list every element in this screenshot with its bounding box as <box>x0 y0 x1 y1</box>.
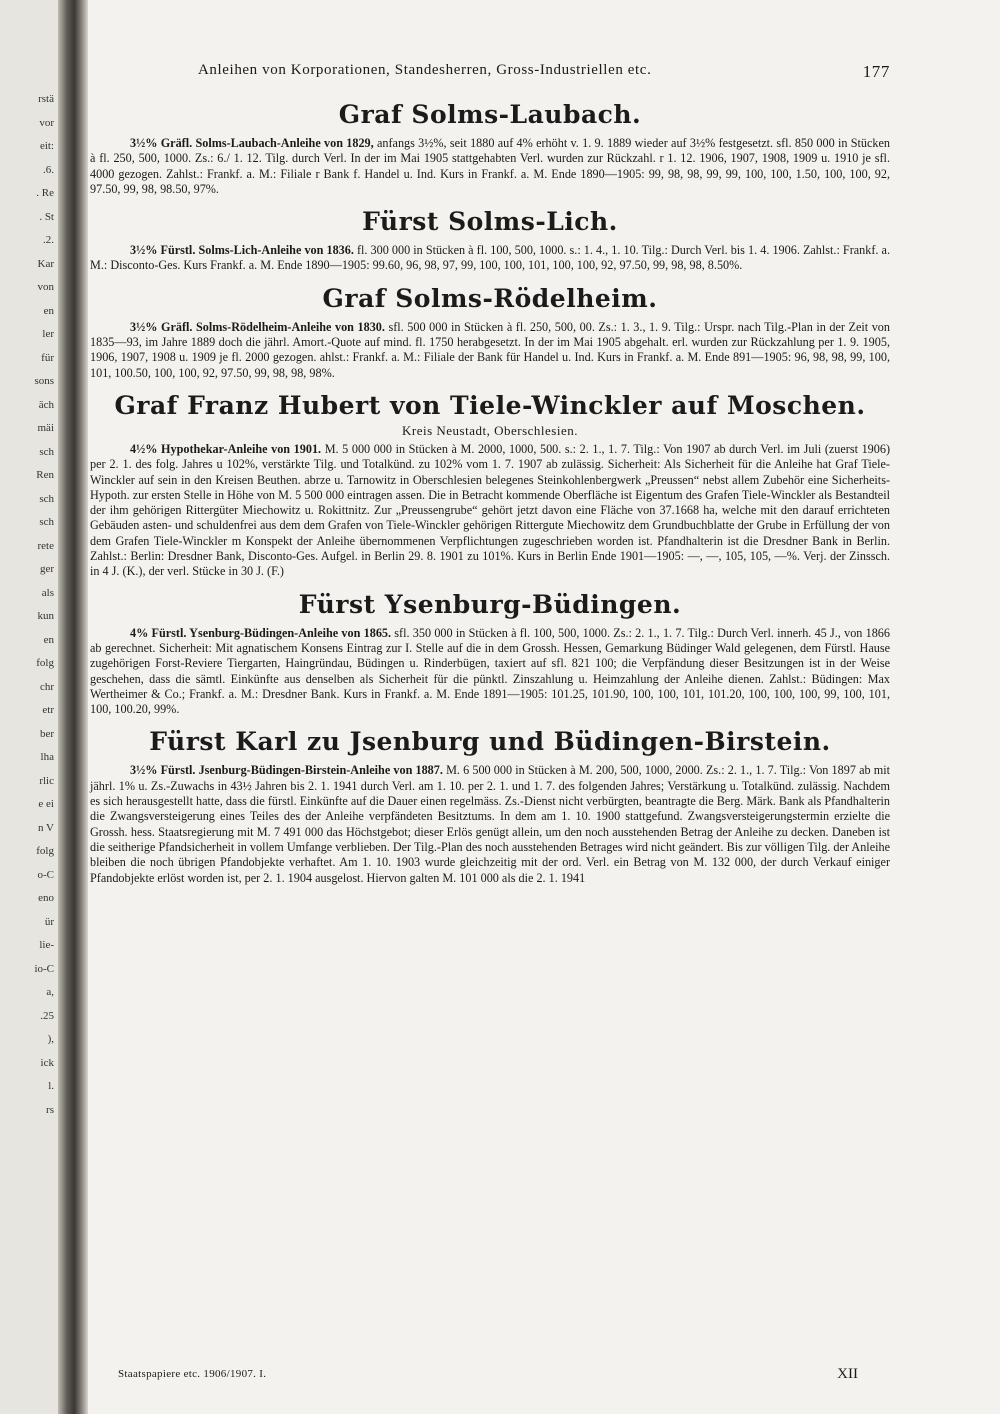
neighbouring-page-line: rete <box>37 539 54 552</box>
loan-description: sfl. 350 000 in Stücken à fl. 100, 500, 1000. Zs.: 2. 1., 1. 7. Tilg.: Durch Verl. innerh. 45 J., von 1866 ab gerechnet. Sicherheit: Mit agnatischem Konsens Eintrag zur I. Stelle auf die in dem Grossh. Hessen, Gemarkung Büdinger Wald gelegenen, dem Fürstl. Hause zugehörigen Forst-Reviere Tiergarten, Haingründau, Büdingen u. Rinderbügen, taxiert auf sfl. 821 100; die Verpfändung dieser Besitzungen ist in der Weise geschehen, dass die sämtl. Einkünfte aus denselben als Sicherheit für die pünktl. Zinszahlung u. Heimzahlung der Anleihe dienen. Zahlst.: Büdingen: Max Wertheimer & Co.; Frankf. a. M.: Dresdner Bank. Kurs in Frankf. a. M. Ende 1891—1905: 101.25, 101.90, 100, 100, 101, 101.20, 100, 100, 100, 99, 100, 101, 100, 100.20, 99%. <box>90 625 890 717</box>
neighbouring-page-line: folg <box>36 845 54 857</box>
neighbouring-page-line: .6. <box>43 163 54 176</box>
neighbouring-page-line: ler <box>42 328 54 340</box>
loan-description: M. 5 000 000 in Stücken à M. 2000, 1000, 500. s.: 2. 1., 1. 7. Tilg.: Von 1907 ab durch Verl. im Juli (zuerst 1906) per 2. 1. des folg. Jahres u 102%, verstärkte Tilg. und Totalkünd. zu 102% vom 1. 7. 1907 ab zulässig. Sicherheit: Als Sicherheit für die Anleihe hat Graf Tiele-Winckler auf sein in den Kreisen Beuthen. abrze u. Tarnowitz in Oberschlesien belegenes Steinkohlenbergwerk „Preussen“ nebst allem Zubehör eine Sicherheits-Hypoth. zur ersten Stelle in Höhe von M. 5 500 000 eintragen assen. Die in Betracht kommende Oberfläche ist Eigentum des Grafen Tiele-Winckler als Bestandteil der ihm gehörigen Rittergüter Miechowitz u. Rokittnitz. Zur „Preussengrube“ gehört jetzt davon eine Fläche von 37.1668 ha, welche mit den darauf errichteten Gebäuden asten- und schuldenfrei aus dem dem Grafen von Tiele-Winckler gehörigen Rittergute Miechowitz dem Grundbuchblatte der Grube in Erfüllung der von dem Grafen Tiele-Winckler m Konspekt der Anleihe übernommenen Verpflichtungen zugeschrieben worden ist. Pfandhalterin ist die Dresdner Bank in Berlin. Zahlst.: Berlin: Dresdner Bank, Disconto-Ges. Aufgel. in Berlin 29. 8. 1901 zu 101%. Kurs in Berlin Ende 1901—1905: —, —, 105, 105, —%. Verj. der Zinssch. in 4 J. (K.), der verl. Stücke in 30 J. (F.) <box>90 441 890 579</box>
neighbouring-page-line: sch <box>39 445 54 458</box>
neighbouring-page-line: etr <box>42 704 54 716</box>
section-paragraph <box>90 243 890 274</box>
neighbouring-page-line: Ren <box>36 469 54 481</box>
footer-signature: Staatspapiere etc. 1906/1907. I. <box>118 1368 267 1380</box>
footer-sheet-number: XII <box>837 1366 858 1382</box>
neighbouring-page-line: mäi <box>37 422 54 434</box>
neighbouring-page-line: l. <box>48 1080 54 1092</box>
section-title: Fürst Solms-Lich. <box>362 207 618 237</box>
neighbouring-page-line: rs <box>46 1103 54 1116</box>
section-paragraph <box>90 763 890 885</box>
neighbouring-page-line: en <box>43 633 54 646</box>
neighbouring-page-line: lie- <box>39 939 54 951</box>
neighbouring-page-fragment <box>0 0 60 1414</box>
neighbouring-page-line: sch <box>39 492 54 505</box>
neighbouring-page-line: . Re <box>36 187 54 199</box>
loan-description: sfl. 500 000 in Stücken à fl. 250, 500, 00. Zs.: 1. 3., 1. 9. Tilg.: Urspr. nach Tilg.-Plan in der Zeit von 1835—93, im Jahre 1889 doch die jährl. Amort.-Quote auf mind. fl. 1750 herabgesetzt. In der im Mai 1905 abgehalt. erl. wurden zur Rückzahlung per 1. 9. 1905, 1906, 1907, 1908 u. 1909 je fl. 2000 gezogen. ahlst.: Frankf. a. M.: Filiale der Bank für Handel u. Ind. Kurs in Frankf. a. M. Ende 891—1905: 96, 98, 98, 99, 100, 101, 100.50, 100, 100, 92, 97.50, 99, 98, 98, 98%. <box>90 319 890 380</box>
neighbouring-page-line: ür <box>44 915 54 928</box>
section-title: Graf Solms-Laubach. <box>338 100 642 129</box>
loan-heading: 3½% Gräfl. Solms-Laubach-Anleihe von 1829, <box>130 136 374 150</box>
neighbouring-page-line: n V <box>38 821 54 834</box>
neighbouring-page-line: ), <box>47 1033 54 1045</box>
neighbouring-page-line: .25 <box>40 1009 54 1022</box>
running-title: Anleihen von Korporationen, Standesherren, Gross-Industriellen etc. <box>198 62 652 78</box>
neighbouring-page-line: ick <box>40 1056 54 1069</box>
neighbouring-page-line: sons <box>34 375 54 387</box>
page-footer <box>118 1368 858 1388</box>
neighbouring-page-line: . St <box>39 210 54 223</box>
neighbouring-page-line: chr <box>39 680 54 693</box>
section-paragraph <box>90 626 890 718</box>
neighbouring-page-line: kun <box>37 610 54 622</box>
neighbouring-page-line: als <box>41 586 54 599</box>
page-content <box>88 96 890 896</box>
book-page <box>88 0 1000 1414</box>
loan-description: fl. 300 000 in Stücken à fl. 100, 500, 1000. s.: 1. 4., 1. 10. Tilg.: Durch Verl. bis 1. 4. 1906. Zahlst.: Frankf. a. M.: Disconto-Ges. Kurs Frankf. a. M. Ende 1890—1905: 99.60, 96, 98, 97, 99, 100, 100, 101, 100, 100, 92, 97.50, 99, 98, 98, 8.50%. <box>90 243 890 273</box>
section-title: Graf Solms-Rödelheim. <box>322 283 658 313</box>
neighbouring-page-line: io-C <box>34 962 54 975</box>
loan-description: anfangs 3½%, seit 1880 auf 4% erhöht v. 1. 9. 1889 wieder auf 3½% festgesetzt. sfl. 850 000 in Stücken à fl. 250, 500, 1000. Zs.: 6./ 1. 12. Tilg. durch Verl. In der im Mai 1905 stattgehabten Verl. wurden zur Rückzahl. r 1. 12. 1906, 1907, 1908, 1909 u. 1910 je sfl. 4000 gezogen. Zahlst.: Frankf. a. M.: Filiale r Bank f. Handel u. Ind. Kurs in Frankf. a. M. Ende 1890—1905: 99, 98, 98, 99, 99, 100, 100, 1.50, 100, 100, 92, 97.50, 99, 98, 98.50, 97%. <box>90 136 890 196</box>
neighbouring-page-line: o-C <box>37 868 54 881</box>
neighbouring-page-line: äch <box>38 398 54 411</box>
neighbouring-page-line: sch <box>39 516 54 528</box>
neighbouring-page-line: ger <box>39 563 54 575</box>
neighbouring-page-line: vor <box>39 116 54 129</box>
loan-description: M. 6 500 000 in Stücken à M. 200, 500, 1000, 2000. Zs.: 2. 1., 1. 7. Tilg.: Von 1897 ab mit jährl. 1% u. Zs.-Zuwachs in 43½ Jahren bis 2. 1. 1941 durch Verl. am 1. 10. per 2. 1. und 1. 7. des folgenden Jahres; Verstärkung u. Totalkünd. zulässig. Nachdem es sich herausgestellt hatte, dass die fürstl. Einkünfte auf die Dauer einen regelmäss. Zs.-Dienst nicht verbürgten, beantragte die Berg. Märk. Bank als Pfandhalterin die Zwangsversteigerung eines Teiles des der Anleihe verpfändeten Besitztums. In dem am 1. 10. 1900 stattgefund. Zwangsversteigerungstermin erzielte die Grossh. hess. Staatsregierung mit M. 7 491 000 das Höchstgebot; dieser Erlös genügt allein, um den noch ausstehenden Betrag der Anleihe zu decken. Daneben ist die seitherige Pfandsicherheit in vollem Umfange verblieben. Der Tilg.-Plan des noch ausstehenden Betrages wird nicht geändert. Bis zur völligen Tilg. der Anleihe bleiben die noch übrigen Pfandobjekte verhaftet. Am 1. 10. 1903 wurde gleichzeitig mit der ord. Verl. ein Betrag von M. 132 000, der durch Verkauf einiger Pfandobjekte erlöst worden ist, per 2. 1. 1904 ausgelost. Hiervon galten M. 101 000 als die 2. 1. 1941 <box>90 763 890 885</box>
neighbouring-page-line: folg <box>36 657 54 669</box>
section-title: Graf Franz Hubert von Tiele-Winckler auf Moschen. <box>114 390 866 420</box>
neighbouring-page-line: eno <box>38 892 54 904</box>
neighbouring-page-line: .2. <box>43 234 54 246</box>
loan-heading: 3½% Gräfl. Solms-Rödelheim-Anleihe von 1830. <box>130 319 385 334</box>
neighbouring-page-line: ber <box>39 727 54 740</box>
neighbouring-page-line: für <box>41 351 54 364</box>
section-paragraph <box>90 136 890 197</box>
neighbouring-page-line: von <box>37 281 54 293</box>
neighbouring-page-line: e ei <box>38 798 54 810</box>
neighbouring-page-line: en <box>43 304 54 317</box>
neighbouring-page-line: rstä <box>38 93 54 105</box>
section-title: Fürst Ysenburg-Büdingen. <box>298 589 682 619</box>
loan-heading: 3½% Fürstl. Jsenburg-Büdingen-Birstein-Anleihe von 1887. <box>130 763 443 778</box>
section-subtitle: Kreis Neustadt, Oberschlesien. <box>401 422 578 438</box>
section-paragraph <box>90 442 890 580</box>
neighbouring-page-line: Kar <box>37 257 54 270</box>
neighbouring-page-line: lha <box>40 751 54 763</box>
neighbouring-page-line: eit: <box>39 140 54 152</box>
loan-heading: 4% Fürstl. Ysenburg-Büdingen-Anleihe von 1865. <box>130 625 392 640</box>
section-paragraph <box>90 320 890 381</box>
neighbouring-page-line: a, <box>46 986 54 998</box>
book-gutter <box>58 0 88 1414</box>
section-title: Fürst Karl zu Jsenburg und Büdingen-Birstein. <box>149 727 831 757</box>
loan-heading: 4½% Hypothekar-Anleihe von 1901. <box>130 441 322 456</box>
page-number: 177 <box>862 62 890 81</box>
running-head <box>88 62 1000 86</box>
neighbouring-page-line: rlic <box>39 774 54 787</box>
neighbouring-page-text <box>4 88 54 1122</box>
loan-heading: 3½% Fürstl. Solms-Lich-Anleihe von 1836. <box>130 243 354 258</box>
